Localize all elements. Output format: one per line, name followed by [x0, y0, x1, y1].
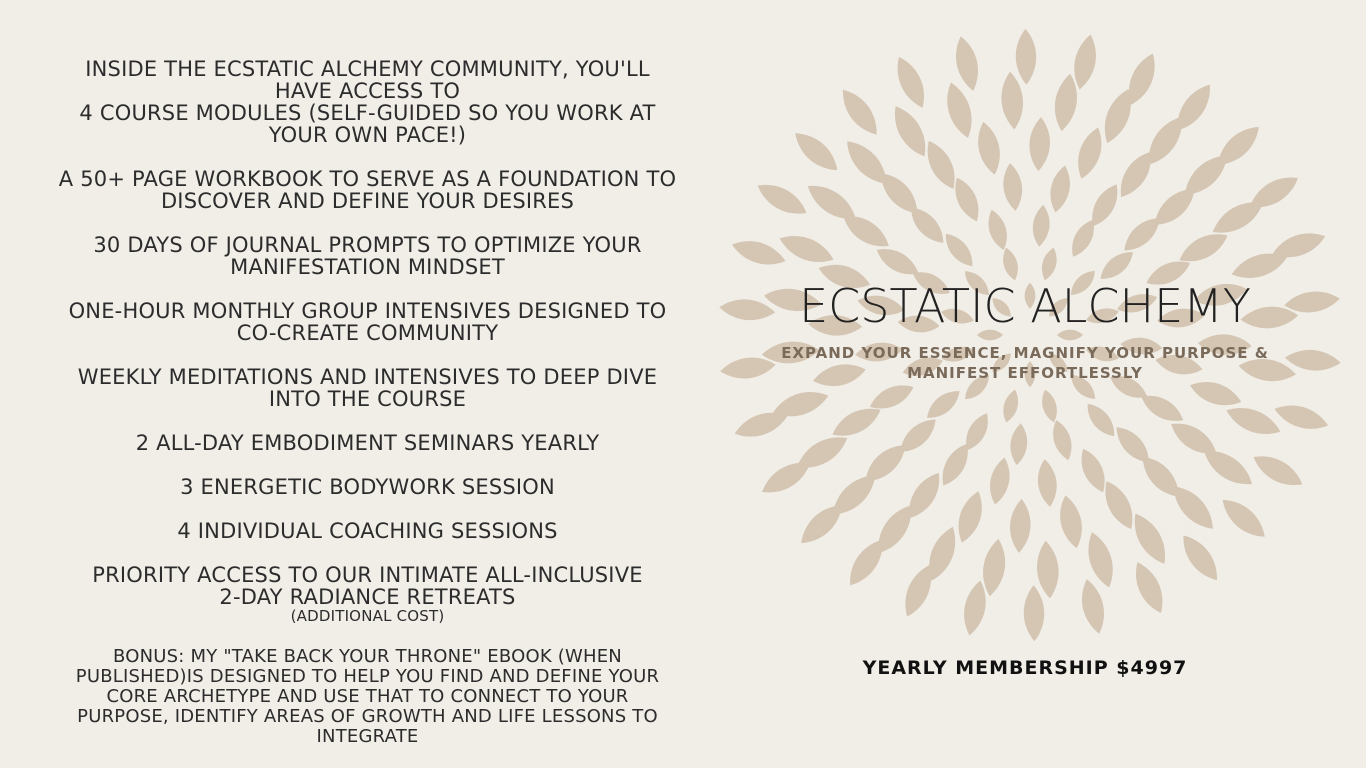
flower-petal	[776, 228, 838, 269]
flower-petals-icon	[690, 20, 1366, 660]
modules-line-1: 4 COURSE MODULES (SELF-GUIDED SO YOU WORK AT	[79, 101, 656, 125]
intro-line-1: INSIDE THE ECSTATIC ALCHEMY COMMUNITY, YOU'LL	[85, 57, 650, 81]
bonus-line-4: PURPOSE, IDENTIFY AREAS OF GROWTH AND LIFE LESSONS TO	[77, 706, 658, 727]
hero-subtitle	[745, 343, 1305, 383]
coaching-line: 4 INDIVIDUAL COACHING SESSIONS	[177, 519, 558, 543]
flower-petal	[1081, 399, 1120, 442]
journal-line-1: 30 DAYS OF JOURNAL PROMPTS TO OPTIMIZE YOUR	[93, 233, 642, 257]
retreat-line-1: PRIORITY ACCESS TO OUR INTIMATE ALL-INCLUSIVE	[92, 563, 643, 587]
flower-petal	[835, 84, 885, 141]
flower-petal	[999, 246, 1021, 282]
flower-petal	[1038, 246, 1060, 282]
flower-petal	[1216, 492, 1272, 544]
flower-petal	[1028, 117, 1051, 172]
journal-line-2: MANIFESTATION MINDSET	[230, 255, 505, 279]
flower-petal	[1035, 458, 1059, 508]
membership-price: YEARLY MEMBERSHIP $4997	[862, 657, 1188, 679]
flower-petal	[984, 207, 1012, 252]
bodywork-line: 3 ENERGETIC BODYWORK SESSION	[180, 475, 555, 499]
flower-petal	[1272, 399, 1332, 435]
group-line-2: CO-CREATE COMMUNITY	[236, 321, 499, 345]
hero-title: ECSTATIC ALCHEMY	[799, 279, 1251, 333]
flower-petal	[999, 71, 1025, 130]
flower-petal	[1009, 498, 1032, 553]
workbook-line-1: A 50+ PAGE WORKBOOK TO SERVE AS A FOUNDATION TO	[58, 167, 677, 191]
flower-petal	[1072, 124, 1108, 182]
flower-petal	[1048, 418, 1076, 463]
flower-petal	[1055, 493, 1086, 550]
retreat-note: (ADDITIONAL COST)	[290, 607, 445, 625]
flower-petal	[939, 229, 978, 272]
flower-petal	[753, 177, 812, 222]
flower-petal	[973, 120, 1004, 177]
seminars-line: 2 ALL-DAY EMBODIMENT SEMINARS YEARLY	[135, 431, 600, 455]
flower-petal	[1211, 119, 1266, 172]
flower-petal	[1001, 162, 1025, 212]
flower-petal	[1000, 388, 1022, 424]
flower-petal	[1166, 479, 1221, 536]
flower-petal	[1046, 164, 1074, 215]
flower-petal	[1023, 585, 1044, 641]
flower-petal	[886, 101, 934, 162]
flower-petal	[1031, 204, 1052, 247]
hero-subtitle-line-2: MANIFEST EFFORTLESSLY	[907, 364, 1143, 382]
workbook-line-2: DISCOVER AND DEFINE YOUR DESIRES	[160, 189, 575, 213]
flower-petal	[1015, 29, 1036, 85]
flower-petal	[890, 53, 932, 112]
modules-line-2: YOUR OWN PACE!)	[268, 123, 467, 147]
flower-petal	[952, 488, 988, 546]
flower-petal	[1038, 388, 1060, 424]
flower-petal	[1248, 448, 1307, 493]
intro-line-2: HAVE ACCESS TO	[274, 79, 461, 103]
bonus-line-5: INTEGRATE	[316, 726, 419, 747]
retreat-line-2: 2-DAY RADIANCE RETREATS	[219, 585, 516, 609]
flower-petal	[794, 498, 849, 551]
flower-petal	[1008, 422, 1029, 465]
bonus-line-1: BONUS: MY "TAKE BACK YOUR THRONE" EBOOK (WHEN	[113, 646, 622, 667]
bonus-line-3: CORE ARCHETYPE AND USE THAT TO CONNECT TO YOUR	[106, 686, 629, 707]
flower-petal	[1175, 529, 1225, 586]
weekly-line-1: WEEKLY MEDITATIONS AND INTENSIVES TO DEEP DIVE	[77, 365, 658, 389]
flower-petal	[1077, 577, 1109, 636]
flower-petal	[1128, 558, 1170, 617]
flower-petal	[729, 235, 789, 271]
flower-petal	[1126, 508, 1174, 569]
flower-petal	[951, 34, 983, 93]
flower-graphic	[690, 20, 1366, 660]
flower-petal	[922, 385, 965, 424]
flower-petal	[1035, 540, 1061, 599]
flower-petal	[839, 134, 894, 191]
hero-subtitle-line-1: EXPAND YOUR ESSENCE, MAGNIFY YOUR PURPOSE &	[781, 344, 1269, 362]
group-line-1: ONE-HOUR MONTHLY GROUP INTENSIVES DESIGNED TO	[68, 299, 667, 323]
flower-petal	[986, 456, 1014, 507]
bonus-line-2: PUBLISHED)IS DESIGNED TO HELP YOU FIND AND DEFINE YOUR	[75, 666, 660, 687]
flower-petal	[788, 126, 844, 178]
weekly-line-2: INTO THE COURSE	[268, 387, 467, 411]
flower-petal	[1222, 400, 1284, 441]
